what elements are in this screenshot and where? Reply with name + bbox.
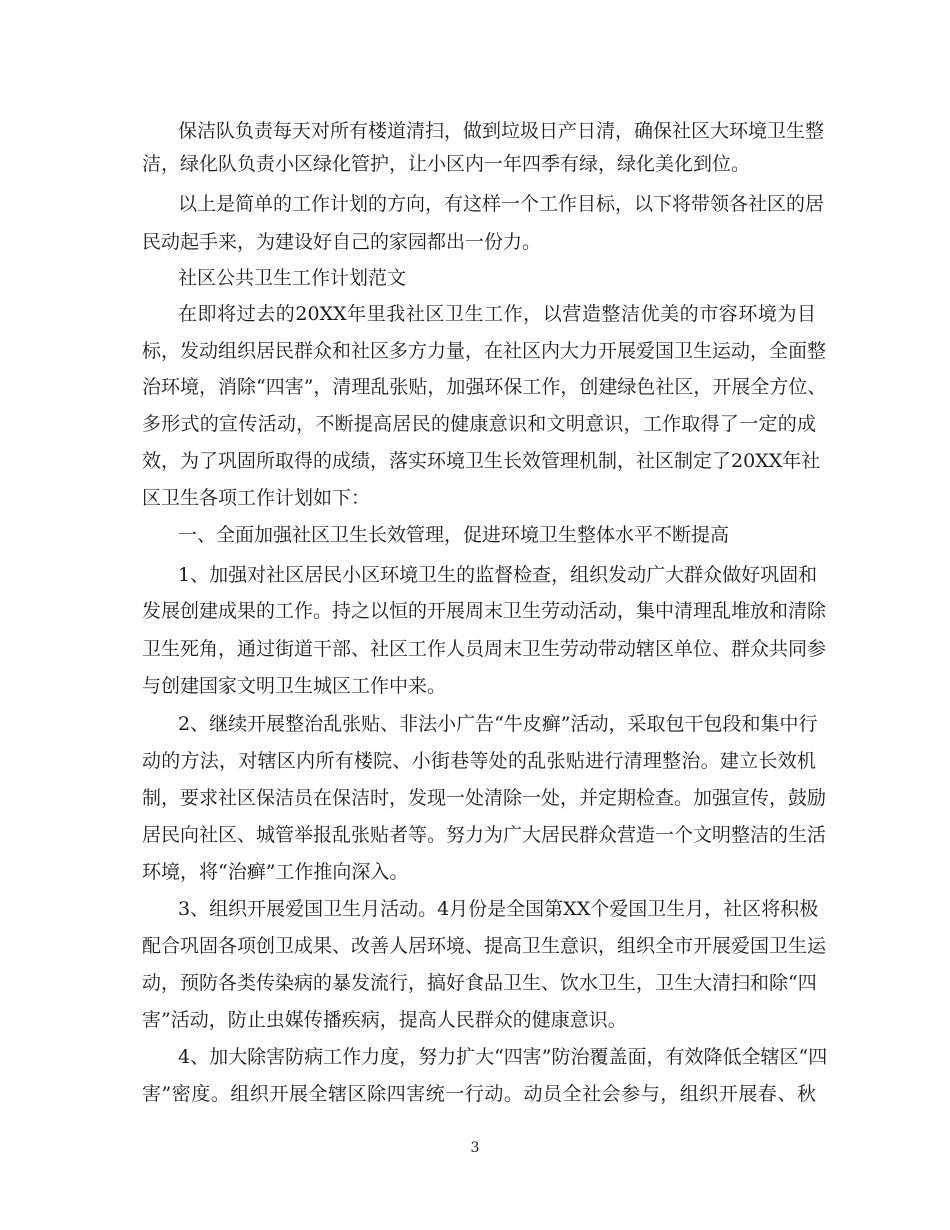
text-line: 民动起手来，为建设好自己的家园都出一份力。	[142, 231, 542, 253]
paragraph-line	[178, 564, 816, 586]
text-line: 环境，将“治癣”工作推向深入。	[142, 861, 409, 883]
paragraph-line	[142, 861, 408, 883]
paragraph-line	[142, 638, 827, 660]
text-line: 洁，绿化队负责小区绿化管护，让小区内一年四季有绿，绿化美化到位。	[142, 153, 751, 175]
paragraph-line	[142, 972, 816, 994]
text-line: 一、全面加强社区卫生长效管理，促进环境卫生整体水平不断提高	[178, 524, 730, 546]
paragraph-line	[178, 120, 825, 142]
text-line: 制，要求社区保洁员在保洁时，发现一处清除一处，并定期检查。加强宣传，鼓励	[142, 787, 827, 809]
text-line: 社区公共卫生工作计划范文	[178, 267, 407, 289]
paragraph-line	[142, 1009, 627, 1031]
paragraph-line	[142, 675, 446, 697]
paragraph-line	[142, 787, 827, 809]
page-number: 3	[470, 1140, 480, 1156]
text-line: 配合巩固各项创卫成果、改善人居环境、提高卫生意识，组织全市开展爱国卫生运	[142, 935, 827, 957]
text-line: 卫生死角，通过街道干部、社区工作人员周末卫生劳动带动辖区单位、群众共同参	[142, 638, 827, 660]
text-line: 保洁队负责每天对所有楼道清扫，做到垃圾日产日清，确保社区大环境卫生整	[178, 120, 825, 142]
paragraph-line	[142, 376, 827, 398]
text-line: 与创建国家文明卫生城区工作中来。	[142, 675, 447, 697]
paragraph-line	[178, 303, 816, 325]
paragraph-line	[142, 1083, 816, 1105]
text-line: 动，预防各类传染病的暴发流行，搞好食品卫生、饮水卫生，卫生大清扫和除“四	[142, 972, 817, 994]
paragraph-line	[142, 153, 750, 175]
text-line: 以上是简单的工作计划的方向，有这样一个工作目标，以下将带领各社区的居	[178, 193, 825, 215]
text-line: 效，为了巩固所取得的成绩，落实环境卫生长效管理机制，社区制定了20XX年社	[142, 450, 821, 472]
text-line: 4、加大除害防病工作力度，努力扩大“四害”防治覆盖面，有效降低全辖区“四	[178, 1046, 828, 1068]
text-line: 多形式的宣传活动，不断提高居民的健康意识和文明意识，工作取得了一定的成	[142, 413, 816, 435]
text-line: 害”密度。组织开展全辖区除四害统一行动。动员全社会参与，组织开展春、秋	[142, 1083, 816, 1105]
section-heading	[178, 524, 729, 546]
paragraph-line	[178, 713, 816, 735]
paragraph-line	[142, 824, 827, 846]
paragraph-line	[142, 750, 816, 772]
text-line: 在即将过去的20XX年里我社区卫生工作，以营造整洁优美的市容环境为目	[178, 303, 816, 325]
paragraph-line	[142, 450, 821, 472]
text-line: 发展创建成果的工作。持之以恒的开展周末卫生劳动活动，集中清理乱堆放和清除	[142, 600, 827, 622]
paragraph-line	[178, 1046, 828, 1068]
paragraph-line	[142, 231, 541, 253]
paragraph-line	[178, 193, 825, 215]
paragraph-line	[178, 898, 819, 920]
text-line: 居民向社区、城管举报乱张贴者等。努力为广大居民群众营造一个文明整洁的生活	[142, 824, 827, 846]
text-line: 1、加强对社区居民小区环境卫生的监督检查，组织发动广大群众做好巩固和	[178, 564, 818, 586]
text-line: 标，发动组织居民群众和社区多方力量，在社区内大力开展爱国卫生运动，全面整	[142, 340, 827, 362]
paragraph-line	[142, 935, 827, 957]
text-line: 区卫生各项工作计划如下：	[142, 487, 371, 509]
text-line: 治环境，消除“四害”，清理乱张贴，加强环保工作，创建绿色社区，开展全方位、	[142, 376, 827, 398]
section-heading	[178, 267, 406, 289]
paragraph-line	[142, 487, 370, 509]
paragraph-line	[142, 413, 816, 435]
paragraph-line	[142, 340, 827, 362]
text-line: 2、继续开展整治乱张贴、非法小广告“牛皮癣”活动，采取包干包段和集中行	[178, 713, 818, 735]
paragraph-line	[142, 600, 827, 622]
text-line: 动的方法，对辖区内所有楼院、小街巷等处的乱张贴进行清理整治。建立长效机	[142, 750, 816, 772]
text-line: 害”活动，防止虫媒传播疾病，提高人民群众的健康意识。	[142, 1009, 627, 1031]
text-line: 3、组织开展爱国卫生月活动。4月份是全国第XX个爱国卫生月，社区将积极	[178, 898, 819, 920]
